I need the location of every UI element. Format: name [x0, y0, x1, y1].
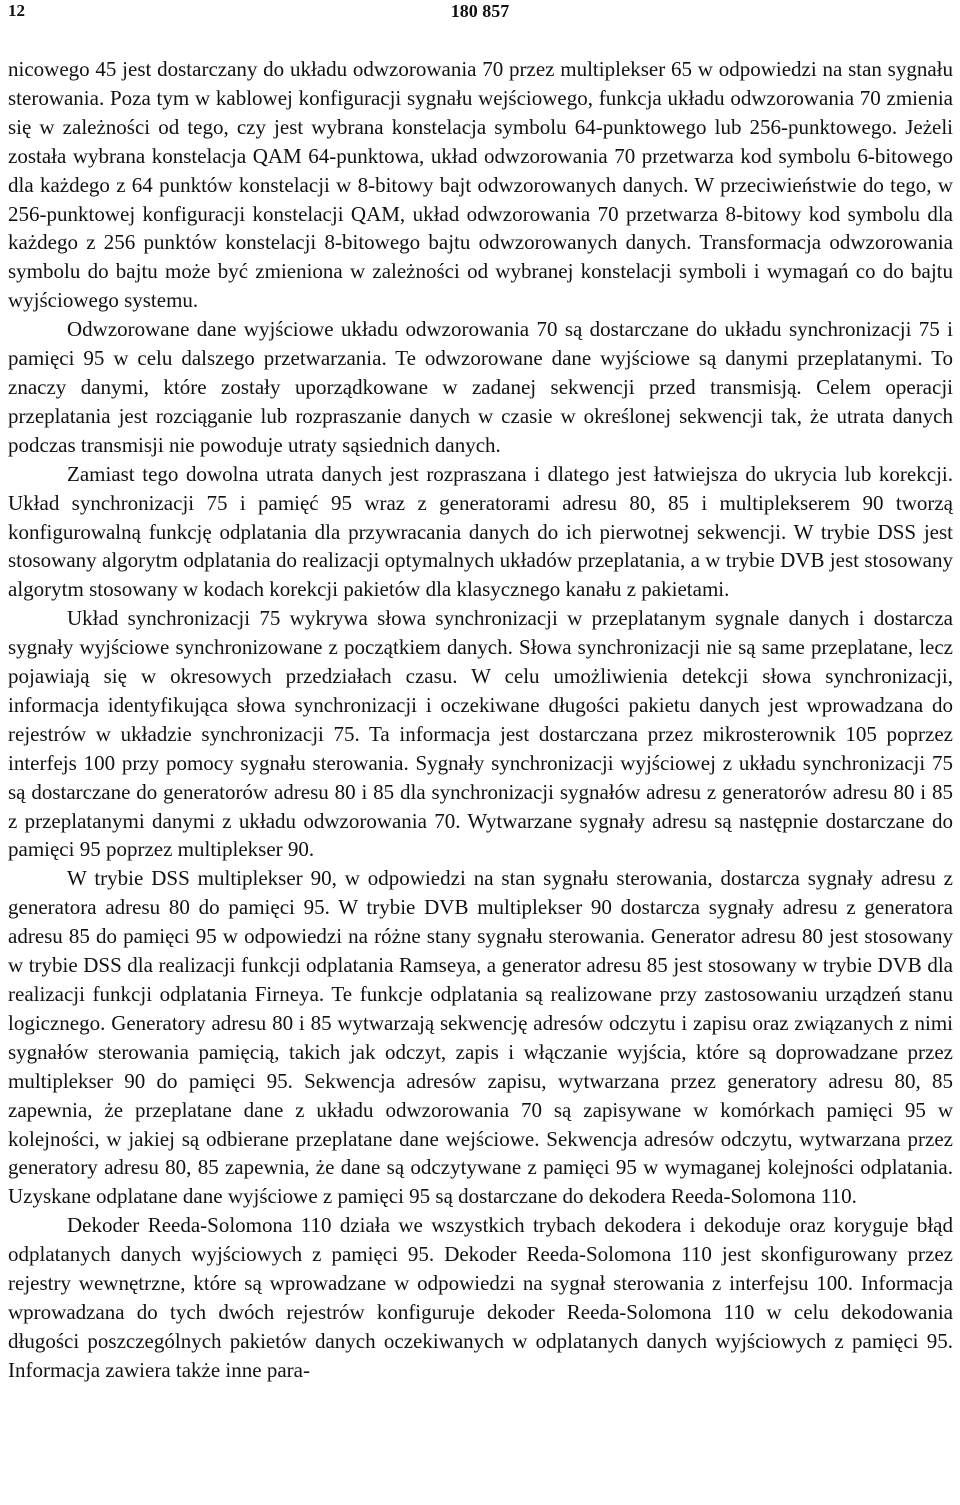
patent-number: 180 857	[450, 1, 510, 21]
paragraph: W trybie DSS multiplekser 90, w odpowiedzi na stan sygnału sterowania, dostarcza sygnały adresu z generatora adresu 80 do pamięci 95. W trybie DVB multiplekser 90 dostarcza sygnały adresu z generatora adresu 85 do pamięci 95 w odpowiedzi na różne stany sygnału sterowania. Generator adresu 80 jest stosowany w trybie DSS dla realizacji funkcji odplatania Ramseya, a generator adresu 85 jest stosowany w trybie DVB dla realizacji funkcji odplatania Firneya. Te funkcje odplatania są realizowane przy zastosowaniu urządzeń stanu logicznego. Generatory adresu 80 i 85 wytwarzają sekwencję adresów odczytu i zapisu oraz związanych z nimi sygnałów sterowania pamięcią, takich jak odczyt, zapis i włączanie wyjścia, które są doprowadzane przez multiplekser 90 do pamięci 95. Sekwencja adresów zapisu, wytwarzana przez generatory adresu 80, 85 zapewnia, że przeplatane dane z układu odwzorowania 70 są zapisywane w komórkach pamięci 95 w kolejności, w jakiej są odbierane przeplatane dane wejściowe. Sekwencja adresów odczytu, wytwarzana przez generatory adresu 80, 85 zapewnia, że dane są odczytywane z pamięci 95 w wymaganej kolejności odplatania. Uzyskane odplatane dane wyjściowe z pamięci 95 są dostarczane do dekodera Reeda-Solomona 110.	[8, 866, 953, 1209]
paragraph: Układ synchronizacji 75 wykrywa słowa synchronizacji w przeplatanym sygnale danych i dostarcza sygnały wyjściowe synchronizowane z początkiem danych. Słowa synchronizacji nie są same przeplatane, lecz pojawiają się w okresowych przedziałach czasu. W celu umożliwienia detekcji słowa synchronizacji, informacja identyfikująca słowa synchronizacji i oczekiwane długości pakietu danych jest wprowadzana do rejestrów w układzie synchronizacji 75. Ta informacja jest dostarczana przez mikrosterownik 105 poprzez interfejs 100 przy pomocy sygnału sterowania. Sygnały synchronizacji wyjściowej z układu synchronizacji 75 są dostarczane do generatorów adresu 80 i 85 dla synchronizacji sygnałów adresu z generatorów adresu 80 i 85 z przeplatanymi danymi z układu odwzorowania 70. Wytwarzane sygnały adresu są następnie dostarczane do pamięci 95 poprzez multiplekser 90.	[8, 606, 953, 862]
page-number: 12	[8, 1, 25, 20]
paragraph: Dekoder Reeda-Solomona 110 działa we wszystkich trybach dekodera i dekoduje oraz koryguje błąd odplatanych danych wyjściowych z pamięci 95. Dekoder Reeda-Solomona 110 jest skonfigurowany przez rejestry wewnętrzne, które są wprowadzane w odpowiedzi na sygnał sterowania z interfejsu 100. Informacja wprowadzana do tych dwóch rejestrów konfiguruje dekoder Reeda-Solomona 110 w celu dekodowania długości poszczególnych pakietów danych oczekiwanych w odplatanych danych wyjściowych z pamięci 95. Informacja zawiera także inne para-	[8, 1213, 953, 1382]
body-text	[8, 55, 953, 1385]
page-header	[8, 0, 952, 28]
paragraph: nicowego 45 jest dostarczany do układu odwzorowania 70 przez multiplekser 65 w odpowiedzi na stan sygnału sterowania. Poza tym w kablowej konfiguracji sygnału wejściowego, funkcja układu odwzorowania 70 zmienia się w zależności od tego, czy jest wybrana konstelacja symbolu 64-punktowego lub 256-punktowego. Jeżeli została wybrana konstelacja QAM 64-punktowa, układ odwzorowania 70 przetwarza kod symbolu 6-bitowego dla każdego z 64 punktów konstelacji w 8-bitowy bajt odwzorowanych danych. W przeciwieństwie do tego, w 256-punktowej konfiguracji konstelacji QAM, układ odwzorowania 70 przetwarza 8-bitowy kod symbolu dla każdego z 256 punktów konstelacji 8-bitowego bajtu odwzorowanych danych. Transformacja odwzorowania symbolu do bajtu może być zmieniona w zależności od wybranej konstelacji symboli i wymagań co do bajtu wyjściowego systemu.	[8, 57, 953, 313]
paragraph: Zamiast tego dowolna utrata danych jest rozpraszana i dlatego jest łatwiejsza do ukrycia lub korekcji. Układ synchronizacji 75 i pamięć 95 wraz z generatorami adresu 80, 85 i multiplekserem 90 tworzą konfigurowalną funkcję odplatania dla przywracania danych do ich pierwotnej sekwencji. W trybie DSS jest stosowany algorytm odplatania do realizacji optymalnych układów przeplatania, a w trybie DVB jest stosowany algorytm stosowany w kodach korekcji pakietów dla klasycznego kanału z pakietami.	[8, 461, 953, 602]
paragraph: Odwzorowane dane wyjściowe układu odwzorowania 70 są dostarczane do układu synchronizacji 75 i pamięci 95 w celu dalszego przetwarzania. Te odwzorowane dane wyjściowe są danymi przeplatanymi. To znaczy danymi, które zostały uporządkowane w zadanej sekwencji przed transmisją. Celem operacji przeplatania jest rozciąganie lub rozpraszanie danych w czasie w określonej sekwencji tak, że utrata danych podczas transmisji nie powoduje utraty sąsiednich danych.	[8, 317, 953, 457]
